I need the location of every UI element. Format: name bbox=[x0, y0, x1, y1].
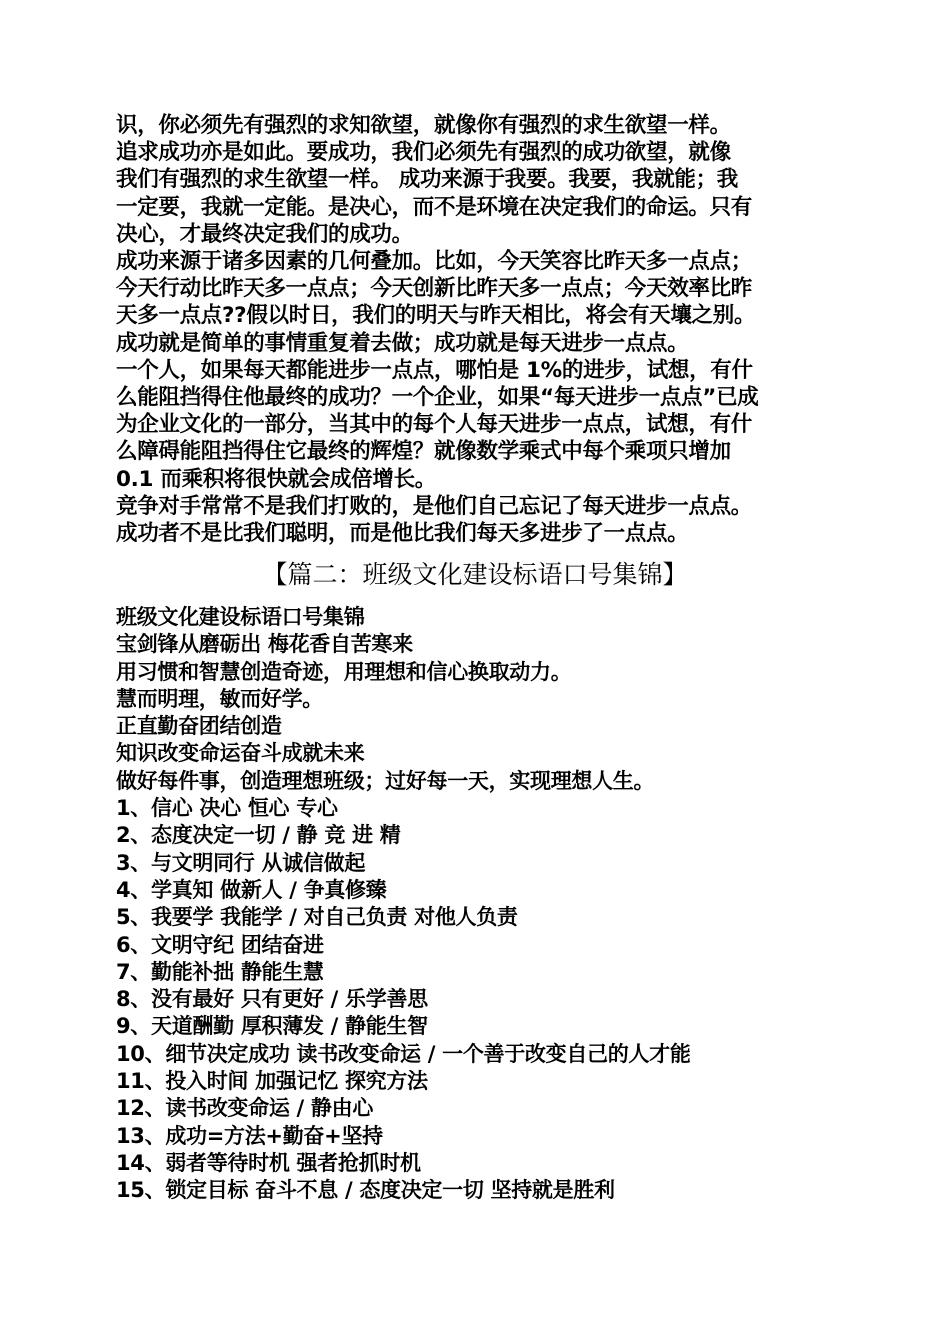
text-line: 决心，才最终决定我们的成功。 bbox=[116, 221, 413, 247]
list-item: 知识改变命运奋斗成就未来 bbox=[116, 741, 365, 766]
text-line: 为企业文化的一部分，当其中的每个人每天进步一点点，试想，有什 bbox=[116, 412, 753, 438]
text-line: 一个人，如果每天都能进步一点点，哪怕是 1%的进步，试想，有什 bbox=[116, 357, 753, 383]
list-item: 10、细节决定成功 读书改变命运 / 一个善于改变自己的人才能 bbox=[116, 1041, 691, 1066]
body-text-block bbox=[116, 112, 838, 547]
text-line: 追求成功亦是如此。要成功，我们必须先有强烈的成功欲望，就像 bbox=[116, 140, 731, 166]
list-item: 宝剑锋从磨砺出 梅花香自苦寒来 bbox=[116, 632, 413, 657]
list-item: 14、弱者等待时机 强者抢抓时机 bbox=[116, 1150, 421, 1175]
section-heading: 【篇二：班级文化建设标语口号集锦】 bbox=[262, 560, 688, 589]
text-line: 成功来源于诸多因素的几何叠加。比如，今天笑容比昨天多一点点； bbox=[116, 249, 753, 275]
list-item: 慧而明理，敏而好学。 bbox=[116, 686, 323, 711]
list-item: 用习惯和智慧创造奇迹，用理想和信心换取动力。 bbox=[116, 659, 572, 684]
list-item: 8、没有最好 只有更好 / 乐学善思 bbox=[116, 987, 428, 1012]
list-item: 正直勤奋团结创造 bbox=[116, 714, 282, 739]
text-line: 竞争对手常常不是我们打败的，是他们自己忘记了每天进步一点点。 bbox=[116, 493, 753, 519]
text-line: 天多一点点??假以时日，我们的明天与昨天相比，将会有天壤之别。 bbox=[116, 303, 756, 329]
text-line: 么能阻挡得住他最终的成功？一个企业，如果“每天进步一点点”已成 bbox=[116, 385, 759, 411]
text-line: 一定要，我就一定能。是决心，而不是环境在决定我们的命运。只有 bbox=[116, 194, 753, 220]
list-item: 6、文明守纪 团结奋进 bbox=[116, 932, 324, 957]
slogan-list bbox=[116, 604, 838, 1205]
list-item: 13、成功=方法+勤奋+坚持 bbox=[116, 1123, 383, 1148]
list-item: 班级文化建设标语口号集锦 bbox=[116, 605, 365, 629]
list-item: 5、我要学 我能学 / 对自己负责 对他人负责 bbox=[116, 905, 518, 930]
list-item: 7、勤能补拙 静能生慧 bbox=[116, 959, 324, 984]
text-line: 么障碍能阻挡得住它最终的辉煌？就像数学乘式中每个乘项只增加 bbox=[116, 439, 731, 465]
list-item: 2、态度决定一切 / 静 竞 进 精 bbox=[116, 823, 401, 848]
list-item: 11、投入时间 加强记忆 探究方法 bbox=[116, 1069, 428, 1094]
text-line: 今天行动比昨天多一点点；今天创新比昨天多一点点；今天效率比昨 bbox=[116, 276, 753, 302]
list-item: 做好每件事，创造理想班级；过好每一天，实现理想人生。 bbox=[116, 768, 655, 793]
list-item: 9、天道酬勤 厚积薄发 / 静能生智 bbox=[116, 1014, 428, 1039]
list-item: 4、学真知 做新人 / 争真修臻 bbox=[116, 877, 387, 902]
text-line: 我们有强烈的求生欲望一样。 成功来源于我要。我要，我就能；我 bbox=[116, 167, 738, 193]
text-line: 0.1 而乘积将很快就会成倍增长。 bbox=[116, 466, 436, 492]
text-line: 识，你必须先有强烈的求知欲望，就像你有强烈的求生欲望一样。 bbox=[116, 113, 731, 138]
text-line: 成功者不是比我们聪明，而是他比我们每天多进步了一点点。 bbox=[116, 521, 689, 547]
list-item: 3、与文明同行 从诚信做起 bbox=[116, 850, 366, 875]
text-line: 成功就是简单的事情重复着去做；成功就是每天进步一点点。 bbox=[116, 330, 689, 356]
list-item: 1、信心 决心 恒心 专心 bbox=[116, 796, 338, 821]
list-item: 12、读书改变命运 / 静由心 bbox=[116, 1096, 374, 1121]
list-item: 15、锁定目标 奋斗不息 / 态度决定一切 坚持就是胜利 bbox=[116, 1178, 615, 1203]
